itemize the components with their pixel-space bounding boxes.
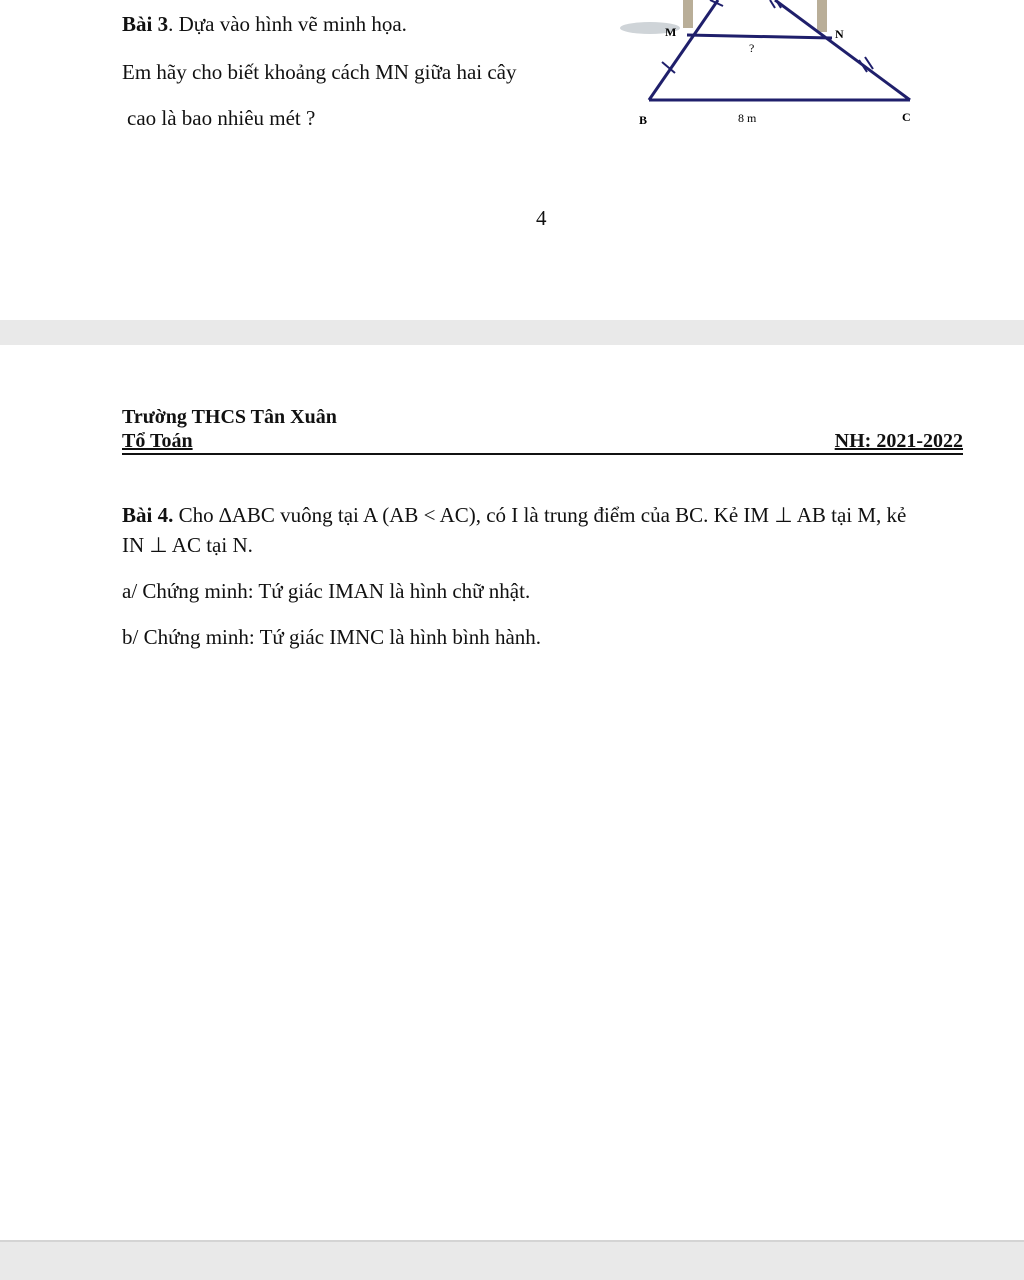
page-separator-bottom — [0, 1240, 1024, 1280]
tree-trunk-right — [817, 0, 827, 32]
bai3-title — [122, 12, 407, 37]
bai4-line1 — [122, 503, 906, 528]
label-b: B — [639, 113, 648, 127]
bai4-line2: IN ⊥ AC tại N. — [122, 533, 253, 557]
label-n: N — [835, 27, 844, 41]
bai4-text1: Cho ∆ABC vuông tại A (AB < AC), có I là trung điểm của BC. Kẻ IM ⊥ AB tại M, kẻ — [173, 503, 907, 527]
bai3-line2: Em hãy cho biết khoảng cách MN giữa hai cây — [122, 60, 517, 84]
triangle-figure — [615, 0, 935, 140]
school-year: NH: 2021-2022 — [834, 430, 963, 452]
department-name: Tổ Toán — [122, 430, 193, 452]
segment-mn — [687, 35, 832, 38]
page-top — [0, 0, 1024, 320]
tree-trunk-left — [683, 0, 693, 28]
bai4-part-a: a/ Chứng minh: Tứ giác IMAN là hình chữ nhật. — [122, 579, 531, 603]
page-separator — [0, 320, 1024, 345]
label-c: C — [902, 110, 911, 124]
bai4-label: Bài 4. — [122, 503, 174, 527]
school-name: Trường THCS Tân Xuân — [122, 406, 337, 428]
bai3-line3: cao là bao nhiêu mét ? — [127, 106, 316, 130]
bai3-label: Bài 3 — [122, 12, 169, 36]
header-row — [122, 430, 963, 455]
page-number: 4 — [536, 206, 547, 230]
bai3-text1: . Dựa vào hình vẽ minh họa. — [168, 12, 407, 36]
bai4-part-b: b/ Chứng minh: Tứ giác IMNC là hình bình hành. — [122, 625, 542, 649]
page-bottom — [0, 345, 1024, 1240]
label-m: M — [665, 25, 677, 39]
label-bc-length: 8 m — [738, 111, 757, 125]
label-question: ? — [749, 41, 755, 55]
segment-ac — [775, 0, 910, 100]
